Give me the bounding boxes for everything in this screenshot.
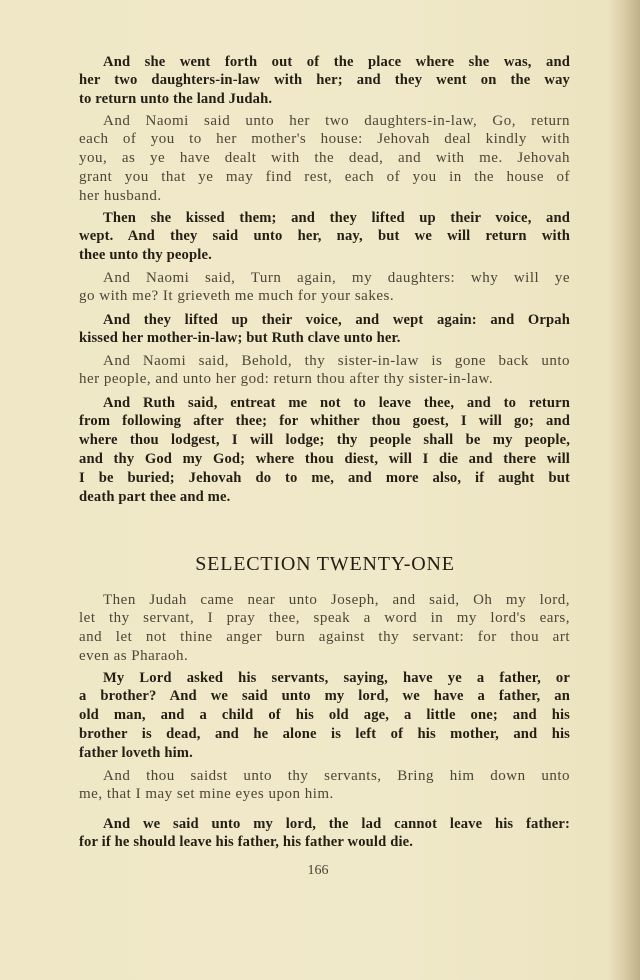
- text-line: old man, and a child of his old age, a little one; and his: [79, 707, 570, 724]
- paragraph: [79, 112, 570, 206]
- text-line: Then she kissed them; and they lifted up their voice, and: [103, 209, 570, 226]
- text-line: My Lord asked his servants, saying, have ye a father, or: [103, 669, 570, 686]
- text-line: brother is dead, and he alone is left of his mother, and his: [79, 725, 570, 742]
- text-line: And Ruth said, entreat me not to leave thee, and to return: [103, 394, 570, 411]
- text-line: from following after thee; for whither thou goest, I will go; and: [79, 413, 570, 430]
- text-line: And we said unto my lord, the lad cannot leave his father:: [103, 815, 570, 832]
- text-line: each of you to her mother's house: Jehovah deal kindly with: [79, 131, 570, 148]
- text-line: grant you that ye may find rest, each of you in the house of: [79, 168, 570, 185]
- text-line: and let not thine anger burn against thy servant: for thou art: [79, 629, 570, 646]
- text-line: go with me? It grieveth me much for your sakes.: [79, 288, 395, 305]
- text-line: And Naomi said, Turn again, my daughters: why will ye: [103, 269, 570, 286]
- text-line: And she went forth out of the place where she was, and: [103, 53, 570, 70]
- text-line: a brother? And we said unto my lord, we have a father, an: [79, 688, 570, 705]
- text-line: wept. And they said unto her, nay, but we will return with: [79, 228, 570, 245]
- text-line: where thou lodgest, I will lodge; thy people shall be my people,: [79, 432, 570, 449]
- text-line: for if he should leave his father, his father would die.: [79, 834, 414, 851]
- text-line: her people, and unto her god: return thou after thy sister-in-law.: [79, 371, 494, 388]
- text-line: death part thee and me.: [79, 488, 231, 505]
- text-line: you, as ye have dealt with the dead, and with me. Jehovah: [79, 150, 570, 167]
- paragraph: [79, 269, 570, 307]
- paragraph: [79, 53, 570, 109]
- text-line: let thy servant, I pray thee, speak a word in my lord's ears,: [79, 610, 570, 627]
- text-line: me, that I may set mine eyes upon him.: [79, 786, 334, 803]
- text-line: father loveth him.: [79, 744, 193, 761]
- section-heading: SELECTION TWENTY-ONE: [195, 553, 455, 575]
- text-line: I be buried; Jehovah do to me, and more also, if aught but: [79, 469, 570, 486]
- text-line: And they lifted up their voice, and wept again: and Orpah: [103, 311, 570, 328]
- paragraph: [79, 394, 570, 507]
- text-line: kissed her mother-in-law; but Ruth clave unto her.: [79, 330, 401, 347]
- paragraph: [79, 311, 570, 349]
- paragraph: [79, 352, 570, 390]
- paragraph: [79, 767, 570, 805]
- text-line: And Naomi said, Behold, thy sister-in-law is gone back unto: [103, 352, 570, 369]
- text-line: And thou saidst unto thy servants, Bring him down unto: [103, 767, 570, 784]
- paragraph: [79, 669, 570, 763]
- text-line: to return unto the land Judah.: [79, 91, 273, 108]
- text-line: thee unto thy people.: [79, 247, 212, 264]
- text-line: Then Judah came near unto Joseph, and said, Oh my lord,: [103, 591, 570, 608]
- paragraph: [79, 591, 570, 666]
- paragraph: [79, 815, 570, 853]
- text-line: her two daughters-in-law with her; and they went on the way: [79, 72, 570, 89]
- page-number: 166: [307, 863, 329, 878]
- text-line: even as Pharaoh.: [79, 647, 189, 664]
- paragraph: [79, 209, 570, 265]
- text-line: her husband.: [79, 187, 162, 204]
- text-line: And Naomi said unto her two daughters-in-law, Go, return: [103, 112, 570, 129]
- text-line: and thy God my God; where thou diest, will I die and there will: [79, 450, 570, 467]
